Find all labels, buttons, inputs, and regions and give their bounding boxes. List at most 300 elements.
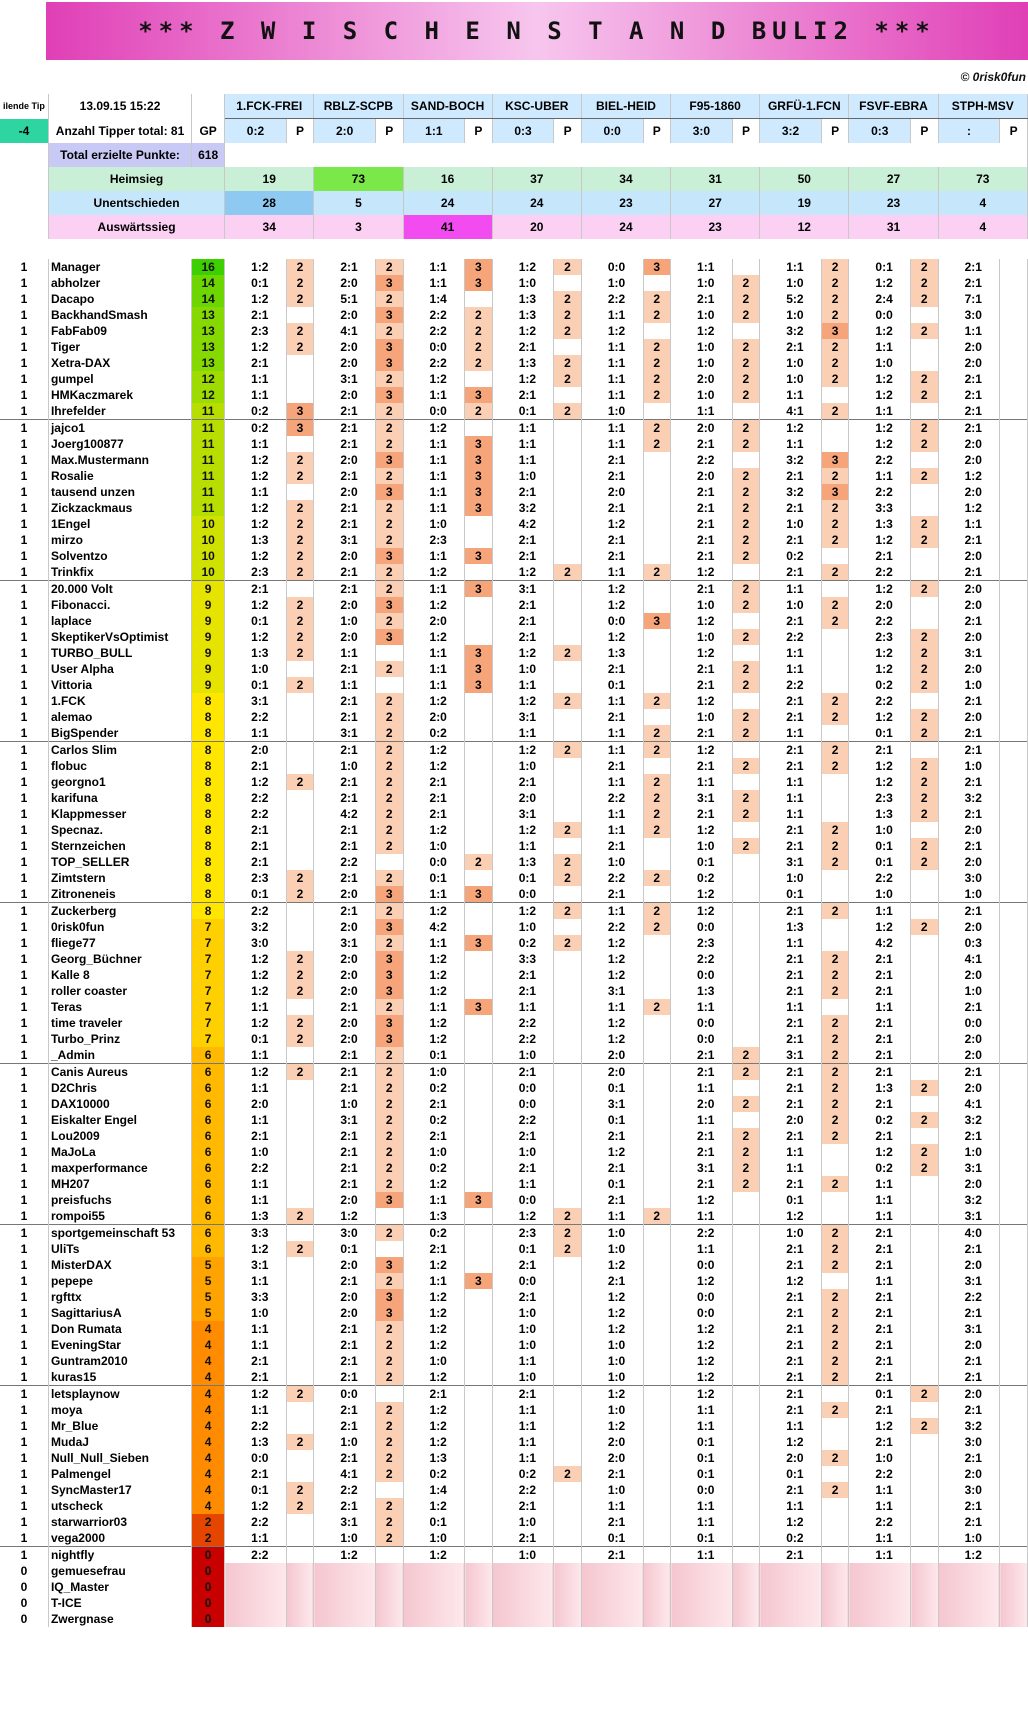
tip-points — [1000, 693, 1028, 709]
player-name: preisfuchs — [48, 1192, 191, 1208]
stat-value: 3 — [314, 215, 403, 239]
tip-value: 1:1 — [403, 387, 465, 403]
tip-value: 1:0 — [671, 275, 733, 291]
player-gp: 9 — [192, 581, 225, 598]
tip-points: 3 — [465, 275, 493, 291]
tip-value: 1:2 — [403, 1547, 465, 1564]
tip-points — [554, 1498, 582, 1514]
tip-value: 1:1 — [671, 1498, 733, 1514]
tip-value: 1:3 — [403, 1208, 465, 1225]
tip-value: 1:2 — [403, 1418, 465, 1434]
tip-points — [643, 1160, 671, 1176]
tip-value: 1:1 — [849, 468, 911, 484]
player-name: TOP_SELLER — [48, 854, 191, 870]
p-label: P — [732, 119, 760, 144]
tip-points: 2 — [375, 1128, 403, 1144]
tip-points: 2 — [375, 774, 403, 790]
tip-points — [554, 1595, 582, 1611]
corner-label: ilende Tip — [0, 94, 48, 119]
tip-value: 2:1 — [760, 693, 822, 709]
tip-value: 1:1 — [492, 1353, 554, 1369]
player-name: Ihrefelder — [48, 403, 191, 420]
tip-value: 2:1 — [671, 806, 733, 822]
tip-points: 2 — [911, 758, 939, 774]
tip-value: 2:1 — [403, 806, 465, 822]
tip-value: 0:0 — [581, 613, 643, 629]
tip-value: 2:1 — [849, 1128, 911, 1144]
tip-points — [911, 500, 939, 516]
tip-points — [286, 1176, 314, 1192]
player-gp: 7 — [192, 1031, 225, 1047]
tip-points: 3 — [465, 468, 493, 484]
tip-points — [286, 1112, 314, 1128]
player-gp: 8 — [192, 758, 225, 774]
player-flag: 1 — [0, 838, 48, 854]
tip-points — [554, 919, 582, 935]
tip-points: 3 — [465, 484, 493, 500]
player-row — [0, 983, 1028, 999]
tip-points — [911, 1321, 939, 1337]
tip-value: 1:2 — [849, 532, 911, 548]
tip-points — [1000, 983, 1028, 999]
player-gp: 6 — [192, 1208, 225, 1225]
tip-points — [554, 1112, 582, 1128]
tip-points — [1000, 1160, 1028, 1176]
player-flag: 1 — [0, 307, 48, 323]
tip-value: 1:0 — [403, 1530, 465, 1547]
tip-points — [732, 1530, 760, 1547]
player-flag: 1 — [0, 983, 48, 999]
player-gp: 8 — [192, 742, 225, 759]
tip-points: 2 — [821, 1337, 849, 1353]
tip-value: 0:2 — [492, 1466, 554, 1482]
header-row — [0, 94, 1028, 119]
tip-value: 1:1 — [225, 1337, 287, 1353]
tip-points — [1000, 1273, 1028, 1289]
tip-points: 2 — [821, 468, 849, 484]
tip-value: 2:4 — [849, 291, 911, 307]
tip-value: 2:1 — [225, 1128, 287, 1144]
tip-value: 2:2 — [671, 452, 733, 468]
tip-points: 2 — [732, 661, 760, 677]
tip-value: 1:3 — [760, 919, 822, 935]
tip-points — [1000, 275, 1028, 291]
tip-points: 2 — [286, 1241, 314, 1257]
tip-points — [643, 1176, 671, 1192]
player-flag: 1 — [0, 1144, 48, 1160]
tip-points — [554, 1321, 582, 1337]
tip-value: 2:3 — [225, 870, 287, 886]
tip-value: 2:1 — [671, 484, 733, 500]
tip-value: 2:1 — [849, 951, 911, 967]
tip-value: 3:1 — [581, 1096, 643, 1112]
tip-value: 2:1 — [314, 1321, 376, 1337]
tip-points — [643, 1418, 671, 1434]
tip-points: 2 — [911, 806, 939, 822]
tip-value — [671, 1563, 733, 1579]
tip-points: 2 — [375, 436, 403, 452]
tip-value: 2:0 — [938, 484, 1000, 500]
tip-value: 1:2 — [581, 629, 643, 645]
player-row — [0, 870, 1028, 886]
player-gp: 6 — [192, 1128, 225, 1144]
tip-points — [643, 1273, 671, 1289]
tip-value: 2:1 — [760, 983, 822, 999]
tip-value: 1:1 — [581, 339, 643, 355]
player-name: pepepe — [48, 1273, 191, 1289]
stat-value: 4 — [938, 215, 1027, 239]
tip-points: 2 — [911, 677, 939, 693]
player-flag: 1 — [0, 275, 48, 291]
tip-value: 1:2 — [671, 613, 733, 629]
game-name: KSC-UBER — [492, 94, 581, 119]
tip-value: 1:2 — [403, 1176, 465, 1192]
tip-points — [643, 967, 671, 983]
player-flag: 1 — [0, 1353, 48, 1369]
tip-points: 2 — [732, 838, 760, 854]
player-row — [0, 967, 1028, 983]
tip-value: 1:1 — [671, 1418, 733, 1434]
tip-value: 1:0 — [581, 1225, 643, 1242]
tip-points — [911, 403, 939, 420]
tip-value: 2:1 — [760, 1305, 822, 1321]
tip-points — [732, 1015, 760, 1031]
tip-value: 0:0 — [581, 259, 643, 275]
tip-points — [554, 1579, 582, 1595]
player-row — [0, 259, 1028, 275]
tip-points — [643, 500, 671, 516]
tip-points: 2 — [821, 1321, 849, 1337]
tip-points: 2 — [375, 758, 403, 774]
tip-points: 2 — [911, 1418, 939, 1434]
tip-value: 1:1 — [403, 645, 465, 661]
tip-value: 1:2 — [938, 1547, 1000, 1564]
tip-value: 1:2 — [403, 1305, 465, 1321]
tip-points — [732, 774, 760, 790]
tip-points — [554, 806, 582, 822]
player-gp: 5 — [192, 1305, 225, 1321]
tip-points — [465, 1321, 493, 1337]
tip-points — [732, 613, 760, 629]
player-row — [0, 1434, 1028, 1450]
tip-points — [911, 1096, 939, 1112]
tip-points — [1000, 1080, 1028, 1096]
tip-points: 2 — [286, 259, 314, 275]
tip-value: 4:2 — [492, 516, 554, 532]
tip-value: 1:1 — [492, 420, 554, 437]
tip-value: 2:2 — [225, 709, 287, 725]
tip-points — [1000, 452, 1028, 468]
tip-value: 0:1 — [581, 1080, 643, 1096]
tip-points — [732, 259, 760, 275]
tip-value: 0:2 — [849, 677, 911, 693]
tip-value: 2:0 — [938, 1386, 1000, 1403]
tip-value: 2:0 — [314, 452, 376, 468]
tip-points — [286, 1225, 314, 1242]
tip-points — [911, 1579, 939, 1595]
tip-value: 4:1 — [760, 403, 822, 420]
tip-value: 1:2 — [403, 1031, 465, 1047]
tip-value: 2:2 — [314, 854, 376, 870]
player-gp: 0 — [192, 1563, 225, 1579]
tip-points — [554, 581, 582, 598]
tip-points: 2 — [821, 693, 849, 709]
player-row — [0, 564, 1028, 581]
player-flag: 1 — [0, 484, 48, 500]
player-flag: 1 — [0, 564, 48, 581]
tip-value: 1:1 — [938, 516, 1000, 532]
tip-points — [286, 903, 314, 920]
tip-value: 3:1 — [314, 725, 376, 742]
tip-points: 2 — [643, 725, 671, 742]
tip-points: 2 — [911, 291, 939, 307]
tip-points — [554, 532, 582, 548]
player-row — [0, 275, 1028, 291]
tip-points — [643, 1112, 671, 1128]
stat-value: 16 — [403, 167, 492, 191]
player-row — [0, 1563, 1028, 1579]
tip-value: 1:1 — [225, 387, 287, 403]
tip-points — [1000, 291, 1028, 307]
tip-points: 2 — [821, 371, 849, 387]
player-row — [0, 387, 1028, 403]
tip-value: 2:1 — [314, 1144, 376, 1160]
tip-value: 1:1 — [671, 1241, 733, 1257]
player-flag: 1 — [0, 355, 48, 371]
tip-value: 2:1 — [314, 790, 376, 806]
tip-points — [821, 1547, 849, 1564]
tip-points: 2 — [286, 613, 314, 629]
tip-points — [911, 1305, 939, 1321]
tip-value: 1:2 — [581, 581, 643, 598]
player-flag: 1 — [0, 693, 48, 709]
stat-value: 19 — [225, 167, 314, 191]
tip-points — [286, 806, 314, 822]
tip-value: 2:1 — [760, 1289, 822, 1305]
tip-value: 2:0 — [314, 1192, 376, 1208]
tip-value: 2:2 — [849, 1466, 911, 1482]
tip-value: 2:2 — [849, 1514, 911, 1530]
tip-value: 2:1 — [938, 1498, 1000, 1514]
tip-value: 2:1 — [760, 758, 822, 774]
tip-value: 2:2 — [225, 1160, 287, 1176]
tip-value: 2:0 — [938, 919, 1000, 935]
stat-value: 5 — [314, 191, 403, 215]
tip-value: 1:0 — [849, 355, 911, 371]
tip-points — [821, 1273, 849, 1289]
tip-points: 2 — [911, 725, 939, 742]
tip-value: 2:1 — [581, 1192, 643, 1208]
tip-value: 2:1 — [760, 838, 822, 854]
tip-value: 1:1 — [403, 436, 465, 452]
player-name: Xetra-DAX — [48, 355, 191, 371]
tip-value: 1:0 — [581, 275, 643, 291]
tip-value: 1:2 — [225, 548, 287, 564]
player-row — [0, 1015, 1028, 1031]
tip-points — [821, 774, 849, 790]
tip-points — [554, 436, 582, 452]
tip-points: 2 — [286, 291, 314, 307]
tip-points: 2 — [375, 1273, 403, 1289]
tip-points — [465, 1080, 493, 1096]
tip-points — [465, 742, 493, 759]
tip-value: 2:1 — [849, 1064, 911, 1081]
tip-points — [911, 1514, 939, 1530]
tip-value: 2:1 — [314, 1450, 376, 1466]
blank — [0, 215, 48, 239]
tip-points — [821, 436, 849, 452]
tip-points — [911, 1482, 939, 1498]
player-gp: 5 — [192, 1257, 225, 1273]
tip-points — [554, 758, 582, 774]
player-flag: 0 — [0, 1595, 48, 1611]
tip-value — [849, 1611, 911, 1627]
tip-points: 2 — [821, 1080, 849, 1096]
blank — [225, 143, 1028, 167]
tip-value: 2:1 — [938, 838, 1000, 854]
tip-value: 1:1 — [849, 1176, 911, 1192]
tip-points: 2 — [821, 1064, 849, 1081]
tip-value: 1:3 — [225, 1208, 287, 1225]
player-flag: 1 — [0, 581, 48, 598]
player-name: Zwergnase — [48, 1611, 191, 1627]
tip-value: 1:2 — [581, 967, 643, 983]
tip-value: 2:1 — [849, 1047, 911, 1064]
tip-value: 2:3 — [849, 629, 911, 645]
tip-value: 2:1 — [938, 420, 1000, 437]
player-row — [0, 1337, 1028, 1353]
tip-value: 2:0 — [938, 1176, 1000, 1192]
tip-value: 2:2 — [849, 870, 911, 886]
tip-value: 4:2 — [403, 919, 465, 935]
tip-points: 2 — [375, 532, 403, 548]
tip-points — [286, 371, 314, 387]
tip-points — [554, 468, 582, 484]
tip-value: 2:0 — [314, 355, 376, 371]
tip-points: 2 — [375, 1450, 403, 1466]
player-flag: 1 — [0, 854, 48, 870]
tip-points — [911, 822, 939, 838]
tip-points: 2 — [286, 774, 314, 790]
player-gp: 4 — [192, 1353, 225, 1369]
tip-points — [732, 919, 760, 935]
tip-value: 1:1 — [403, 500, 465, 516]
tip-value: 2:0 — [581, 484, 643, 500]
tip-value: 1:2 — [849, 275, 911, 291]
tip-points — [465, 983, 493, 999]
tip-value: 1:1 — [671, 1514, 733, 1530]
tip-points — [554, 597, 582, 613]
tip-value: 2:1 — [849, 1225, 911, 1242]
tip-points: 2 — [375, 259, 403, 275]
player-name: letsplaynow — [48, 1386, 191, 1403]
player-gp: 6 — [192, 1064, 225, 1081]
tip-points — [1000, 1208, 1028, 1225]
tip-value: 1:0 — [760, 275, 822, 291]
tip-points — [1000, 1192, 1028, 1208]
player-name: D2Chris — [48, 1080, 191, 1096]
tip-points: 2 — [821, 1031, 849, 1047]
player-name: _Admin — [48, 1047, 191, 1064]
tip-value: 1:0 — [671, 387, 733, 403]
player-name: Fibonacci. — [48, 597, 191, 613]
tip-points: 2 — [375, 999, 403, 1015]
tip-points — [1000, 403, 1028, 420]
tip-value: 2:1 — [671, 436, 733, 452]
tip-points: 3 — [375, 452, 403, 468]
tip-value: 1:2 — [938, 468, 1000, 484]
player-name: Zitroneneis — [48, 886, 191, 903]
tip-value: 1:2 — [671, 886, 733, 903]
tip-points — [643, 1466, 671, 1482]
tip-points — [911, 870, 939, 886]
tip-points — [286, 1144, 314, 1160]
tip-points — [465, 532, 493, 548]
tip-value: 2:1 — [760, 468, 822, 484]
tip-value: 1:2 — [492, 323, 554, 339]
tip-value: 2:1 — [938, 1241, 1000, 1257]
player-row — [0, 1595, 1028, 1611]
game-result: 2:0 — [314, 119, 376, 144]
tip-value: 2:0 — [938, 1257, 1000, 1273]
tip-value: 1:2 — [403, 1289, 465, 1305]
tip-points — [821, 725, 849, 742]
player-name: laplace — [48, 613, 191, 629]
tip-value — [849, 1563, 911, 1579]
tip-points — [643, 1047, 671, 1064]
player-row — [0, 742, 1028, 759]
player-row — [0, 323, 1028, 339]
tip-points — [911, 1498, 939, 1514]
tip-value: 5:2 — [760, 291, 822, 307]
stat-value: 24 — [403, 191, 492, 215]
tip-points — [286, 1337, 314, 1353]
tip-value: 1:1 — [671, 1402, 733, 1418]
tip-value: 1:1 — [225, 1530, 287, 1547]
tip-points — [821, 629, 849, 645]
tip-points — [911, 1337, 939, 1353]
blank — [0, 143, 48, 167]
tip-points — [465, 1015, 493, 1031]
tip-value: 1:2 — [403, 951, 465, 967]
tip-value: 2:1 — [938, 1514, 1000, 1530]
tip-points: 2 — [732, 516, 760, 532]
tip-value: 2:1 — [314, 564, 376, 581]
player-name: Specnaz. — [48, 822, 191, 838]
player-gp: 6 — [192, 1112, 225, 1128]
tip-value: 3:3 — [225, 1289, 287, 1305]
player-row — [0, 1064, 1028, 1081]
player-name: sportgemeinschaft 53 — [48, 1225, 191, 1242]
tip-value — [403, 1595, 465, 1611]
tip-value: 0:1 — [581, 677, 643, 693]
tip-value: 2:1 — [314, 999, 376, 1015]
tip-points — [465, 1402, 493, 1418]
tip-points — [821, 806, 849, 822]
tip-value: 2:1 — [849, 1369, 911, 1386]
tip-points — [554, 500, 582, 516]
game-name: GRFÜ-1.FCN — [760, 94, 849, 119]
player-flag: 1 — [0, 371, 48, 387]
tip-value: 1:2 — [671, 645, 733, 661]
tip-points — [911, 1402, 939, 1418]
tip-value: 1:1 — [671, 999, 733, 1015]
tip-points — [1000, 1450, 1028, 1466]
tip-points — [911, 1369, 939, 1386]
tip-value: 1:2 — [403, 1321, 465, 1337]
tip-points: 3 — [375, 275, 403, 291]
tip-points: 2 — [732, 1176, 760, 1192]
